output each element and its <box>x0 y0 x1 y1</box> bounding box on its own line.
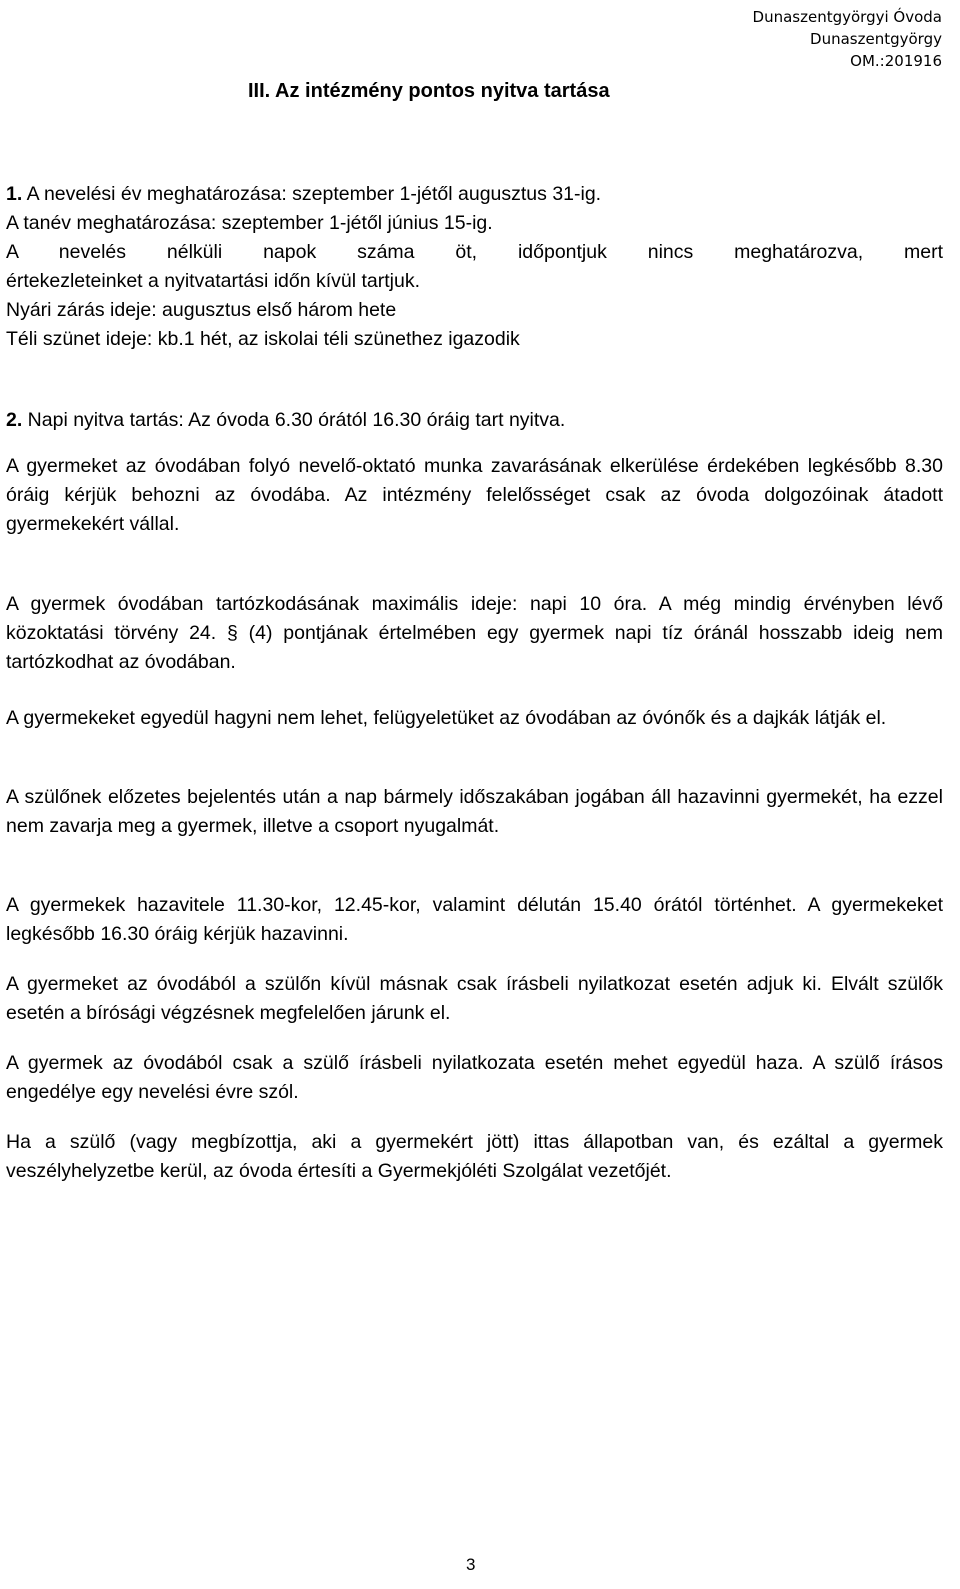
section-1-line: Nyári zárás ideje: augusztus első három hete <box>6 299 397 321</box>
paragraph: A gyermekek hazavitele 11.30-kor, 12.45-kor, valamint délután 15.40 órától történhet. A gyermekeket legkésőbb 16.30 óráig kérjük hazavinni. <box>6 894 943 945</box>
section-2 <box>6 406 943 435</box>
page-header <box>753 6 942 72</box>
section-1-line: Téli szünet ideje: kb.1 hét, az iskolai téli szünethez igazodik <box>6 328 520 350</box>
paragraph: A gyermeket az óvodából a szülőn kívül másnak csak írásbeli nyilatkozat esetén adjuk ki. Elvált szülők esetén a bírósági végzésnek megfelelően járunk el. <box>6 973 943 1024</box>
paragraph: A gyermek óvodában tartózkodásának maximális ideje: napi 10 óra. A még mindig érvényben lévő közoktatási törvény 24. § (4) pontjának értelmében egy gyermek napi tíz óránál hosszabb ideig nem tartózkodhat az óvodában. <box>6 593 943 673</box>
section-1 <box>6 180 943 354</box>
paragraph: Ha a szülő (vagy megbízottja, aki a gyermekért jött) ittas állapotban van, és ezáltal a gyermek veszélyhelyzetbe kerül, az óvoda értesíti a Gyermekjóléti Szolgálat vezetőjét. <box>6 1131 943 1182</box>
section-1-line: értekezleteinket a nyitvatartási időn kívül tartjuk. <box>6 270 421 292</box>
header-location: Dunaszentgyörgy <box>810 30 942 48</box>
section-1-number: 1. <box>6 183 23 205</box>
section-1-line: A nevelés nélküli napok száma öt, időpontjuk nincs meghatározva, mert <box>6 241 943 263</box>
header-om-code: OM.:201916 <box>850 52 942 70</box>
paragraph: A gyermeket az óvodában folyó nevelő-oktató munka zavarásának elkerülése érdekében legkésőbb 8.30 óráig kérjük behozni az óvodába. Az intézmény felelősséget csak az óvoda dolgozóinak átadott gyermekekért vállal. <box>6 455 943 535</box>
paragraph: A gyermek az óvodából csak a szülő írásbeli nyilatkozata esetén mehet egyedül haza. A szülő írásos engedélye egy nevelési évre szól. <box>6 1052 943 1103</box>
section-1-line: A nevelési év meghatározása: szeptember 1-jétől augusztus 31-ig. <box>22 183 602 205</box>
paragraph: A gyermekeket egyedül hagyni nem lehet, felügyeletüket az óvodában az óvónők és a dajkák látják el. <box>6 707 887 729</box>
section-2-number: 2. <box>6 409 23 431</box>
page-number: 3 <box>466 1555 476 1574</box>
section-2-text: Napi nyitva tartás: Az óvoda 6.30 órától 16.30 óráig tart nyitva. <box>22 409 566 431</box>
section-title: III. Az intézmény pontos nyitva tartása <box>248 80 610 102</box>
section-1-line: A tanév meghatározása: szeptember 1-jétől június 15-ig. <box>6 212 493 234</box>
paragraph: A szülőnek előzetes bejelentés után a nap bármely időszakában jogában áll hazavinni gyermekét, ha ezzel nem zavarja meg a gyermek, illetve a csoport nyugalmát. <box>6 786 943 837</box>
header-institution-name: Dunaszentgyörgyi Óvoda <box>752 8 942 26</box>
